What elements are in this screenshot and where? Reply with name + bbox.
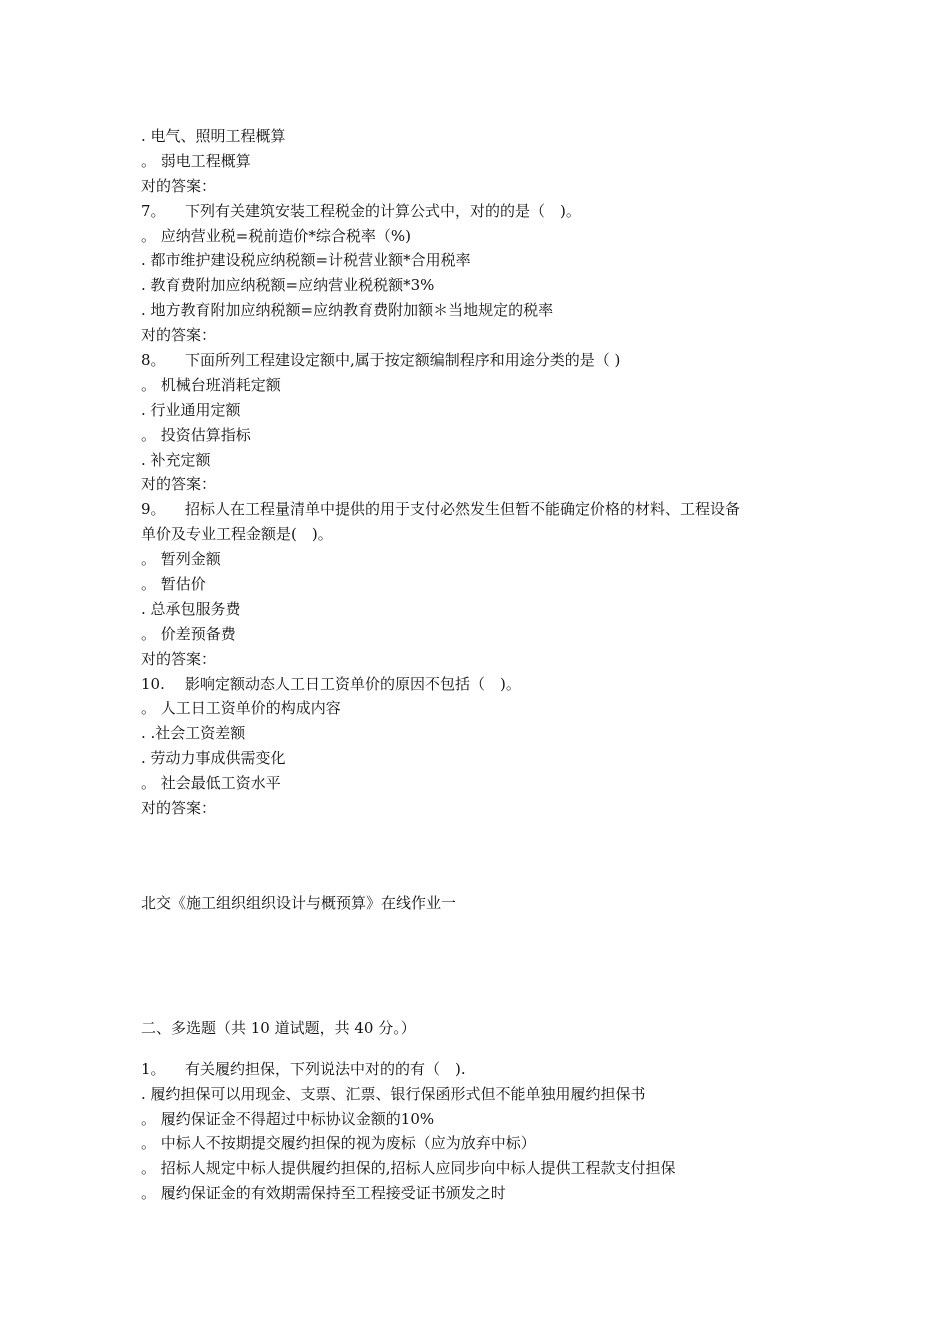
question-text: 下面所列工程建设定额中,属于按定额编制程序和用途分类的是（ ): [185, 351, 621, 370]
option-line: 。 履约保证金的有效期需保持至工程接受证书颁发之时: [141, 1184, 506, 1203]
option-line: . 地方教育附加应纳税额=应纳教育费附加额＊当地规定的税率: [141, 301, 554, 320]
question-text: 有关履约担保，下列说法中对的的有（ ).: [185, 1059, 466, 1078]
answer-line: 对的答案：: [141, 799, 217, 818]
option-line: 。 人工日工资单价的构成内容: [141, 699, 341, 718]
question-number: 8。: [141, 351, 166, 370]
option-line: 。 机械台班消耗定额: [141, 375, 281, 394]
question-number: 1。: [141, 1059, 166, 1078]
answer-line: 对的答案：: [141, 326, 217, 345]
question-number: 7。: [141, 201, 166, 220]
option-line: 。 暂列金额: [141, 550, 221, 569]
option-line: 。 履约保证金不得超过中标协议金额的10%: [141, 1109, 435, 1128]
option-line: 。 中标人不按期提交履约担保的视为废标（应为放弃中标）: [141, 1134, 536, 1153]
option-line: 。 招标人规定中标人提供履约担保的,招标人应同步向中标人提供工程款支付担保: [141, 1159, 676, 1178]
question-text: 下列有关建筑安装工程税金的计算公式中，对的的是（ )。: [185, 201, 581, 220]
option-line: . 劳动力事成供需变化: [141, 749, 286, 768]
option-line: 。 价差预备费: [141, 624, 236, 643]
option-line: 。 弱电工程概算: [141, 151, 251, 170]
option-line: . 都市维护建设税应纳税额=计税营业额*合用税率: [141, 251, 471, 270]
option-line: . 电气、照明工程概算: [141, 127, 286, 145]
question-text: 招标人在工程量清单中提供的用于支付必然发生但暂不能确定价格的材料、工程设备: [185, 500, 741, 519]
question-7: [141, 199, 841, 224]
document-page: [141, 124, 841, 1206]
question-number: 9。: [141, 500, 166, 519]
option-line: 。 社会最低工资水平: [141, 774, 281, 793]
option-line: . 教育费附加应纳税额=应纳营业税税额*3%: [141, 276, 435, 295]
option-line: . 补充定额: [141, 450, 211, 469]
question-text-continued: 单价及专业工程金额是( )。: [141, 525, 333, 544]
option-line: . 行业通用定额: [141, 400, 241, 419]
option-line: 。 应纳营业税=税前造价*综合税率（%): [141, 226, 411, 245]
question-8: [141, 348, 841, 373]
question-10: [141, 672, 841, 697]
answer-line: 对的答案：: [141, 649, 217, 668]
option-line: 。 投资估算指标: [141, 425, 251, 444]
option-line: . 总承包服务费: [141, 599, 241, 618]
answer-line: 对的答案：: [141, 475, 217, 494]
question-text: 影响定额动态人工日工资单价的原因不包括（ )。: [185, 674, 521, 693]
answer-line: 对的答案：: [141, 176, 217, 195]
option-line: 。 暂估价: [141, 575, 206, 594]
section-title: 北交《施工组织组织设计与概预算》在线作业一: [141, 893, 457, 912]
multi-question-1: [141, 1057, 841, 1082]
section-heading: 二、多选题（共 10 道试题，共 40 分。）: [141, 1018, 416, 1037]
option-line: . 履约担保可以用现金、支票、汇票、银行保函形式但不能单独用履约担保书: [141, 1084, 646, 1103]
question-9: [141, 497, 841, 522]
question-number: 10.: [141, 674, 165, 693]
option-line: . .社会工资差额: [141, 724, 246, 743]
